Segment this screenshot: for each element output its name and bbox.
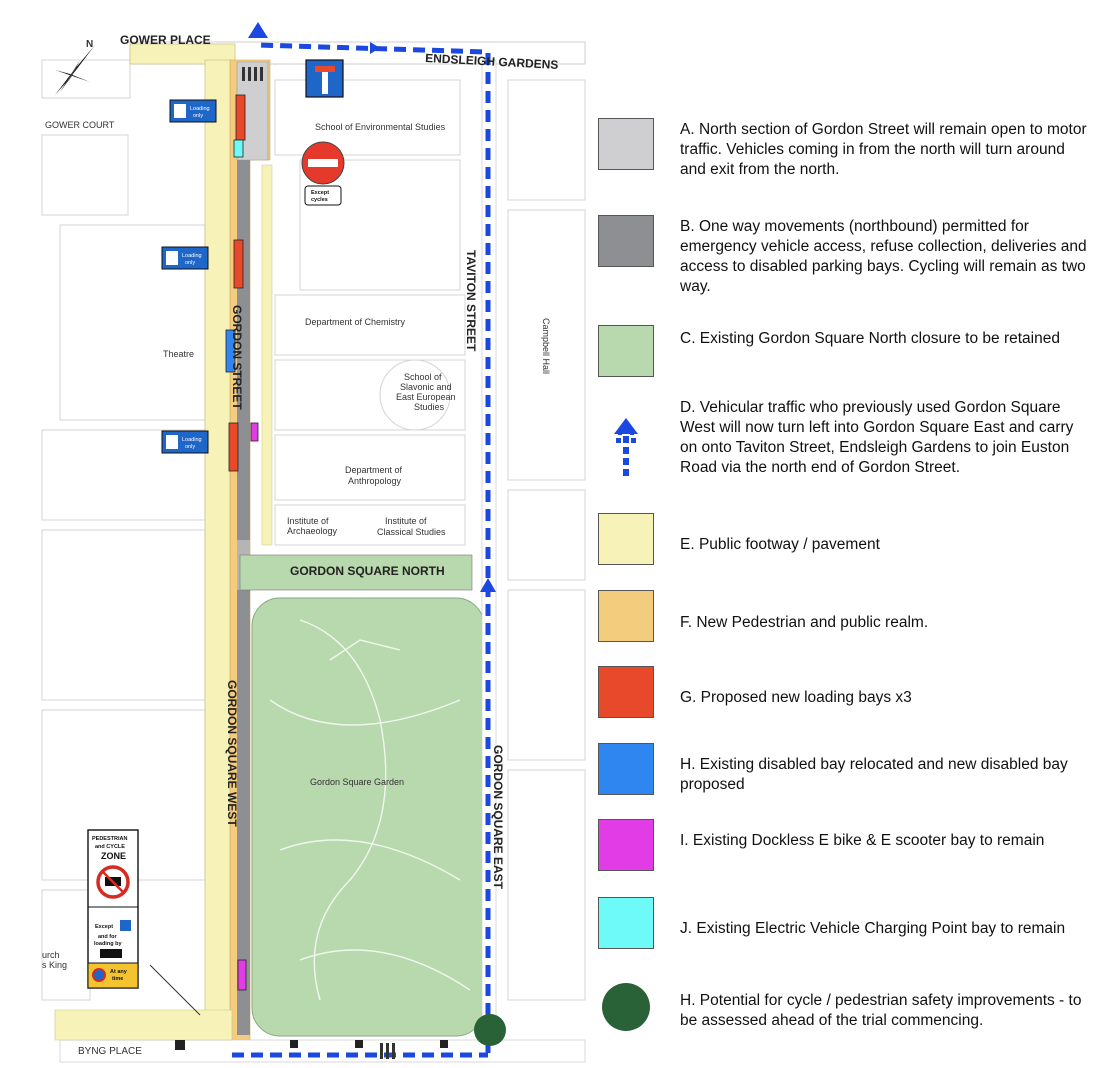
pedestrian-cycle-zone-sign [88,830,138,988]
label-chemistry: Department of Chemistry [305,317,406,327]
except-text-2: cycles [311,197,328,203]
legend-text-b: B. One way movements (northbound) permitted for emergency vehicle access, refuse collection, deliveries and access to disabled parking bays. Cycling will remain as two way. [680,218,1087,295]
legend-text-d: D. Vehicular traffic who previously used Gordon Square West will now turn left into Gordon Square East and carry on onto Taviton Street, Endsleigh Gardens to join Euston Road via the north end of Gordon Street. [680,399,1074,476]
street-gower-place: GOWER PLACE [120,33,211,47]
label-ssees-3: East European [396,392,456,402]
street-gordon-street: GORDON STREET [230,305,244,410]
swatch-h2-circle-icon [602,983,650,1031]
zone-text-2: and CYCLE [95,844,125,850]
legend-text-c: C. Existing Gordon Square North closure to be retained [680,330,1060,347]
loading-sign-1 [170,100,216,122]
zone-loading: loading by [94,941,122,947]
loading-text-6: only [185,444,196,450]
legend-text-h1: H. Existing disabled bay relocated and new disabled bay proposed [680,756,1068,793]
loading-sign-3 [162,431,208,453]
loading-text-5: Loading [182,437,202,443]
street-gordon-square-east: GORDON SQUARE EAST [491,745,505,890]
street-byng-place: BYNG PLACE [78,1046,142,1057]
zone-any-2: time [112,976,124,982]
label-ssees-4: Studies [414,402,445,412]
loading-text-3: Loading [182,253,202,259]
label-classical-1: Institute of [385,516,427,526]
swatch-b [598,215,654,267]
street-gordon-square-west: GORDON SQUARE WEST [225,680,239,827]
street-endsleigh-gardens: ENDSLEIGH GARDENS [424,51,559,72]
no-through-road-sign-icon [306,60,343,97]
label-archaeology-2: Archaeology [287,526,338,536]
label-env-studies: School of Environmental Studies [315,122,446,132]
zone-and-for: and for [98,934,117,940]
label-theatre: Theatre [163,349,195,359]
street-gower-court: GOWER COURT [45,120,115,130]
swatch-c [598,325,654,377]
except-text-1: Except [311,190,330,196]
zone-except: Except [95,924,114,930]
zone-text-1: PEDESTRIAN [92,836,128,842]
legend-text-j: J. Existing Electric Vehicle Charging Point bay to remain [680,920,1066,937]
label-church-1: urch [42,950,60,960]
label-anthro-2: Anthropology [348,476,402,486]
zone-any-1: At any [110,969,127,975]
swatch-j [598,897,654,949]
no-entry-sign-icon [302,142,344,205]
legend-text-i: I. Existing Dockless E bike & E scooter bay to remain [680,832,1045,849]
legend-text-g: G. Proposed new loading bays x3 [680,689,912,706]
legend-text-e: E. Public footway / pavement [680,536,880,553]
label-ssees-1: School of [404,372,442,382]
label-ssees-2: Slavonic and [400,382,452,392]
legend [598,0,1098,1068]
safety-improvement-marker [474,1014,506,1046]
legend-text-h2: H. Potential for cycle / pedestrian safety improvements - to be assessed ahead of the trial commencing. [680,992,1082,1029]
legend-text-a: A. North section of Gordon Street will remain open to motor traffic. Vehicles coming in from the north will turn around and exit from the north. [680,121,1087,178]
street-taviton-street: TAVITON STREET [464,250,478,352]
swatch-h1 [598,743,654,795]
label-classical-2: Classical Studies [377,527,446,537]
swatch-g [598,666,654,718]
label-garden: Gordon Square Garden [310,777,405,787]
swatch-d-arrow-icon [598,414,654,466]
label-anthro-1: Department of [345,465,403,475]
swatch-e [598,513,654,565]
street-gordon-square-north: GORDON SQUARE NORTH [290,564,445,578]
loading-text-1: Loading [190,106,210,112]
label-church-2: s King [42,960,68,970]
label-campbell-hall: Campbell Hall [541,318,551,375]
zone-text-3: ZONE [101,851,127,861]
loading-sign-2 [162,247,208,269]
legend-text-f: F. New Pedestrian and public realm. [680,614,929,631]
loading-text-4: only [185,260,196,266]
swatch-f [598,590,654,642]
label-archaeology-1: Institute of [287,516,329,526]
loading-text-2: only [193,113,204,119]
swatch-a [598,118,654,170]
north-label: N [86,39,94,50]
swatch-i [598,819,654,871]
